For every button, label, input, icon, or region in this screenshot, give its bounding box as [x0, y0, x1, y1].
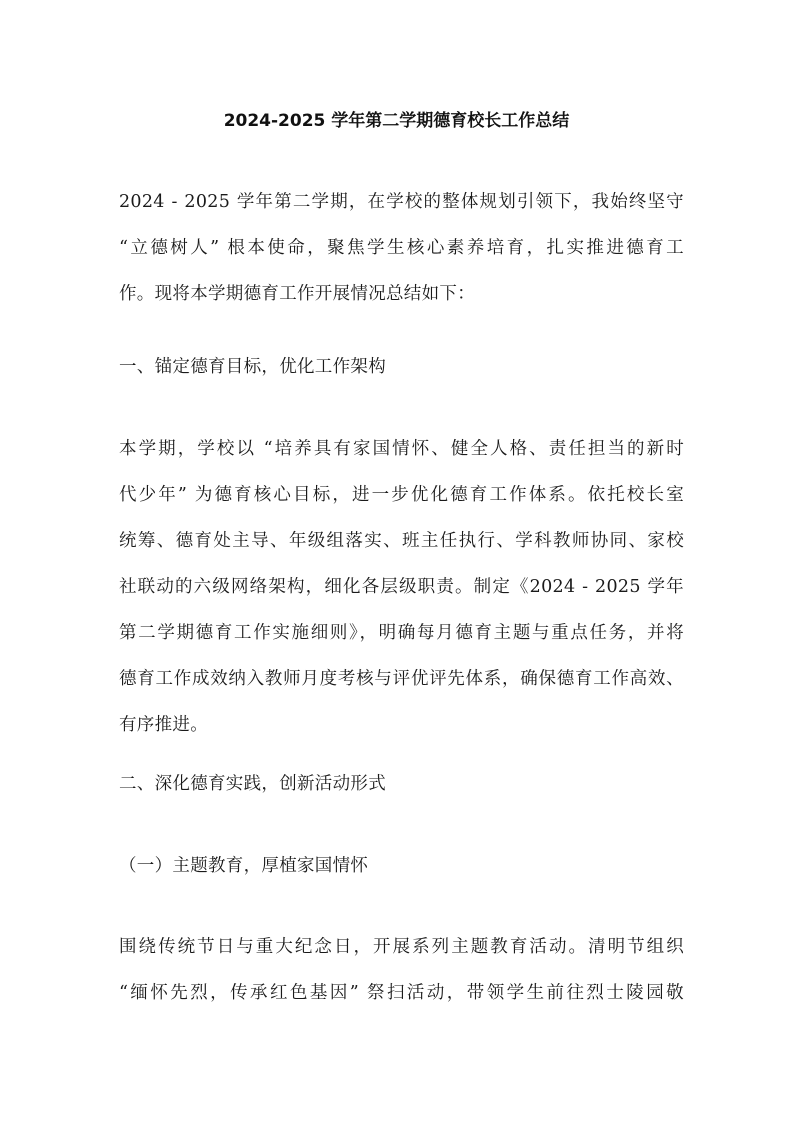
section-1-line-5: 第二学期德育工作实施细则》，明确每月德育主题与重点任务，并将 — [119, 623, 684, 643]
section-2-line-2: “缅怀先烈，传承红色基因” 祭扫活动，带领学生前往烈士陵园敬 — [119, 983, 684, 1003]
section-1-heading: 一、锚定德育目标，优化工作架构 — [119, 357, 386, 377]
intro-line-2: “立德树人” 根本使命，聚焦学生核心素养培育，扎实推进德育工 — [119, 238, 684, 258]
intro-line-1: 2024 - 2025 学年第二学期，在学校的整体规划引领下，我始终坚守 — [119, 192, 684, 212]
section-2-heading: 二、深化德育实践，创新活动形式 — [119, 774, 386, 794]
section-1-line-1: 本学期，学校以 “培养具有家国情怀、健全人格、责任担当的新时 — [119, 439, 684, 459]
section-2-subheading: （一）主题教育，厚植家国情怀 — [119, 856, 369, 876]
section-1-line-4: 社联动的六级网络架构，细化各层级职责。制定《2024 - 2025 学年 — [119, 577, 684, 597]
document-title: 2024-2025 学年第二学期德育校长工作总结 — [223, 111, 570, 131]
section-1-line-3: 统筹、德育处主导、年级组落实、班主任执行、学科教师协同、家校 — [119, 531, 684, 551]
section-2-line-1: 围绕传统节日与重大纪念日，开展系列主题教育活动。清明节组织 — [119, 937, 684, 957]
section-1-line-7: 有序推进。 — [119, 715, 208, 735]
section-1-line-2: 代少年” 为德育核心目标，进一步优化德育工作体系。依托校长室 — [119, 485, 684, 505]
section-1-line-6: 德育工作成效纳入教师月度考核与评优评先体系，确保德育工作高效、 — [119, 669, 684, 689]
intro-line-3: 作。现将本学期德育工作开展情况总结如下： — [119, 284, 475, 304]
